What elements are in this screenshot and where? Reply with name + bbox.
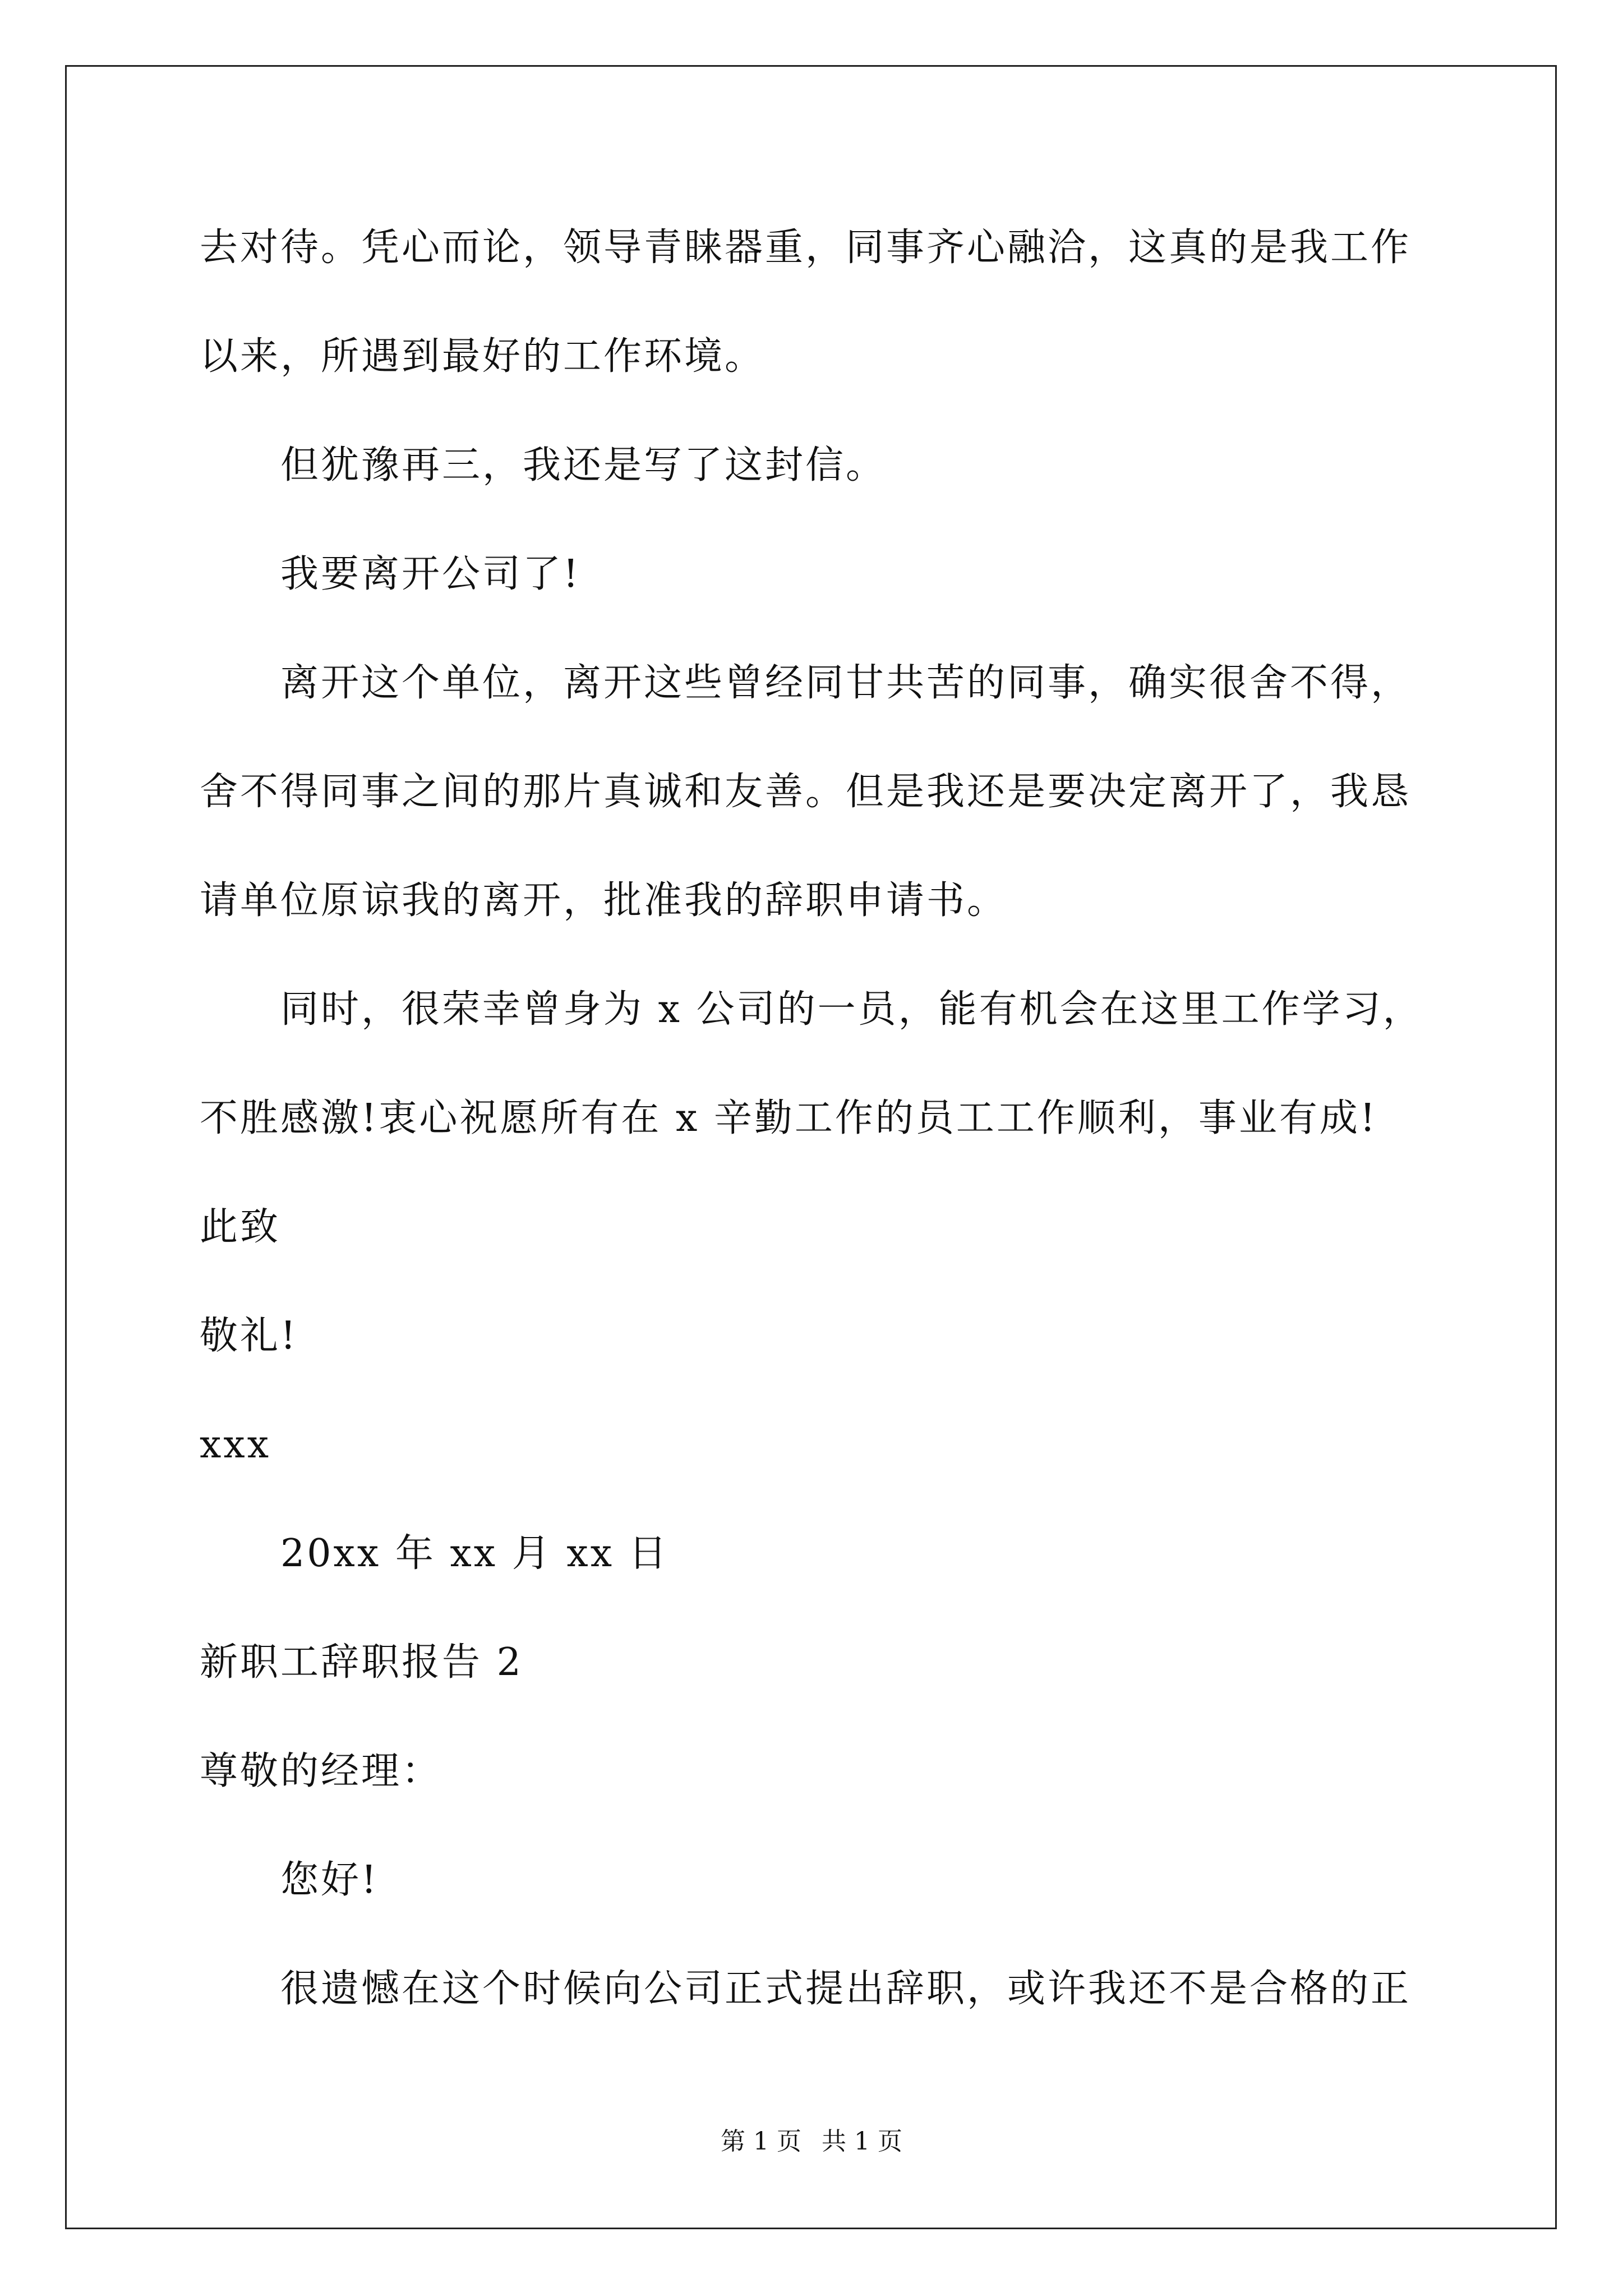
page-footer bbox=[0, 2127, 1623, 2156]
signature: xxx bbox=[200, 1423, 271, 1467]
date-line: 20xx 年 xx 月 xx 日 bbox=[280, 1531, 669, 1576]
body-line-17: 很遗憾在这个时候向公司正式提出辞职，或许我还不是合格的正 bbox=[280, 1967, 1412, 2011]
body-line-5: 离开这个单位，离开这些曾经同甘共苦的同事，确实很舍不得， bbox=[280, 661, 1412, 705]
greeting-recipient: 尊敬的经理： bbox=[200, 1749, 442, 1793]
body-line-9: 不胜感激!衷心祝愿所有在 x 辛勤工作的员工工作顺利，事业有成! bbox=[200, 1096, 1378, 1140]
closing-regards: 敬礼! bbox=[200, 1314, 298, 1358]
body-line-7: 请单位原谅我的离开，批准我的辞职申请书。 bbox=[200, 878, 1008, 923]
body-line-6: 舍不得同事之间的那片真诚和友善。但是我还是要决定离开了，我恳 bbox=[200, 770, 1412, 814]
body-line-2: 以来，所遇到最好的工作环境。 bbox=[200, 334, 766, 379]
body-line-4: 我要离开公司了! bbox=[280, 552, 581, 596]
page-number-current: 第 1 页 bbox=[721, 2127, 801, 2156]
page-border bbox=[65, 65, 1557, 2229]
body-line-1: 去对待。凭心而论，领导青睐器重，同事齐心融洽，这真的是我工作 bbox=[200, 226, 1412, 270]
greeting-hello: 您好! bbox=[280, 1858, 379, 1902]
body-line-3: 但犹豫再三，我还是写了这封信。 bbox=[280, 443, 887, 487]
section-title: 新职工辞职报告 2 bbox=[200, 1640, 523, 1685]
page-number-total: 共 1 页 bbox=[822, 2127, 902, 2156]
closing-salutation: 此致 bbox=[200, 1205, 281, 1249]
body-line-8: 同时，很荣幸曾身为 x 公司的一员，能有机会在这里工作学习， bbox=[280, 987, 1423, 1032]
